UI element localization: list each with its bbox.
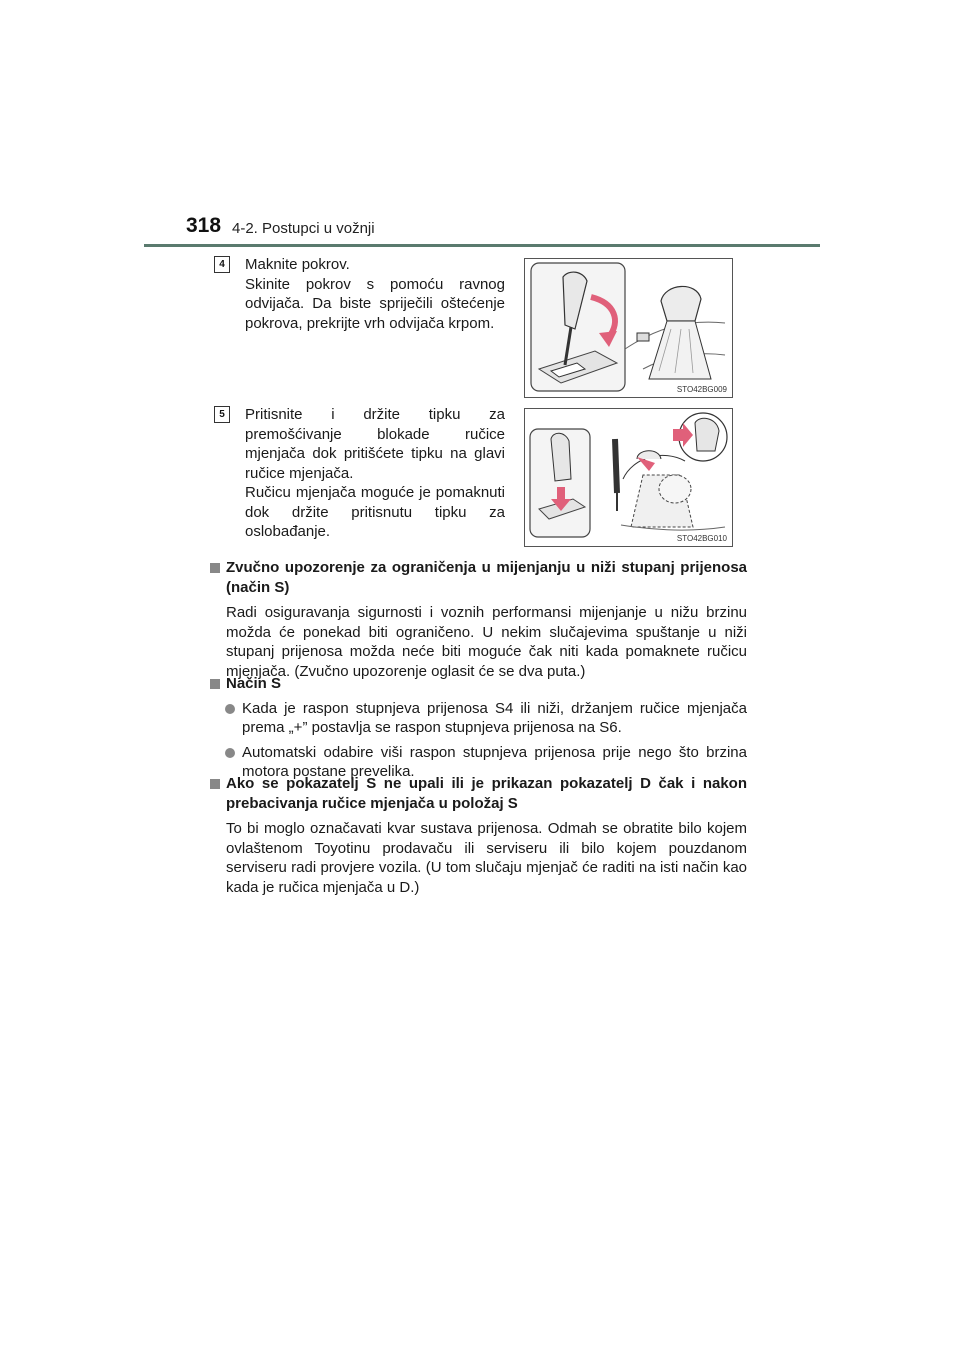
figure-id-2: STO42BG010 xyxy=(676,534,727,543)
step-number-4: 4 xyxy=(214,256,230,273)
header-rule xyxy=(144,244,820,247)
step-number-5: 5 xyxy=(214,406,230,423)
section-2-bullet-2-text: Automatski odabire viši raspon stupnjeva prijenosa prije nego što brzina motora postane prevelika. xyxy=(242,743,747,780)
figure-id-1: STO42BG009 xyxy=(676,385,727,394)
section-2-heading-text: Način S xyxy=(226,675,282,692)
section-2-bullet-1-text: Kada je raspon stupnjeva prijenosa S4 ili niži, držanjem ručice mjenjača prema „+” postavlja se raspon stupnjeva prijenosa na S6. xyxy=(242,699,747,736)
section-3-heading xyxy=(210,774,747,813)
figure-shift-lock-release xyxy=(524,408,733,547)
section-3-text: To bi moglo označavati kvar sustava prijenosa. Odmah se obratite bilo kojem ovlaštenom Toyotinu prodavaču ili serviseru ili bilo kojem pouzdanom serviseru radi provjere vozila. (U tom slučaju mjenjač će raditi na isti način kao kada je ručica mjenjača u D.) xyxy=(226,820,747,896)
section-3-heading-text: Ako se pokazatelj S ne upali ili je prikazan pokazatelj D čak i nakon prebacivanja ručice mjenjača u položaj S xyxy=(226,775,747,812)
bullet-dot xyxy=(225,748,235,758)
step-4-line-2: Skinite pokrov s pomoću ravnog odvijača. Da biste spriječili oštećenje pokrova, prekrijte vrh odvijača krpom. xyxy=(245,275,505,332)
section-title: 4-2. Postupci u vožnji xyxy=(232,220,375,237)
section-2-bullet-1 xyxy=(210,699,747,738)
section-downshift-warning xyxy=(210,558,747,681)
step-4-line-1: Maknite pokrov. xyxy=(245,256,350,273)
bullet-dot xyxy=(225,704,235,714)
section-1-heading xyxy=(210,558,747,597)
step-5-text xyxy=(245,405,505,542)
step-5-line-2: Ručicu mjenjača moguće je pomaknuti dok držite pritisnutu tipku za oslobađanje. xyxy=(245,484,505,540)
step-5-line-1: Pritisnite i držite tipku za premošćivanje blokade ručice mjenjača dok pritišćete tipku na glavi ručice mjenjača. xyxy=(245,406,505,482)
square-marker xyxy=(210,679,220,689)
square-marker xyxy=(210,563,220,573)
section-s-mode xyxy=(210,674,747,782)
step-4-text xyxy=(245,255,505,333)
page-number: 318 xyxy=(186,214,222,237)
section-1-text: Radi osiguravanja sigurnosti i voznih performansi mijenjanje u nižu brzinu možda će ponekad biti ograničeno. U nekim slučajevima spuštanje u niži stupanj prijenosa možda neće biti moguće čak niti kada pomaknete ručicu mjenjača. (Zvučno upozorenje oglasit će se dva puta.) xyxy=(226,604,747,680)
section-2-heading xyxy=(210,674,747,694)
square-marker xyxy=(210,779,220,789)
shift-lock-illustration xyxy=(525,409,732,546)
figure-cover-removal xyxy=(524,258,733,398)
section-1-heading-text: Zvučno upozorenje za ograničenja u mijenjanju u niži stupanj prijenosa (način S) xyxy=(226,559,747,596)
section-s-indicator xyxy=(210,774,747,897)
cover-removal-illustration xyxy=(525,259,732,397)
